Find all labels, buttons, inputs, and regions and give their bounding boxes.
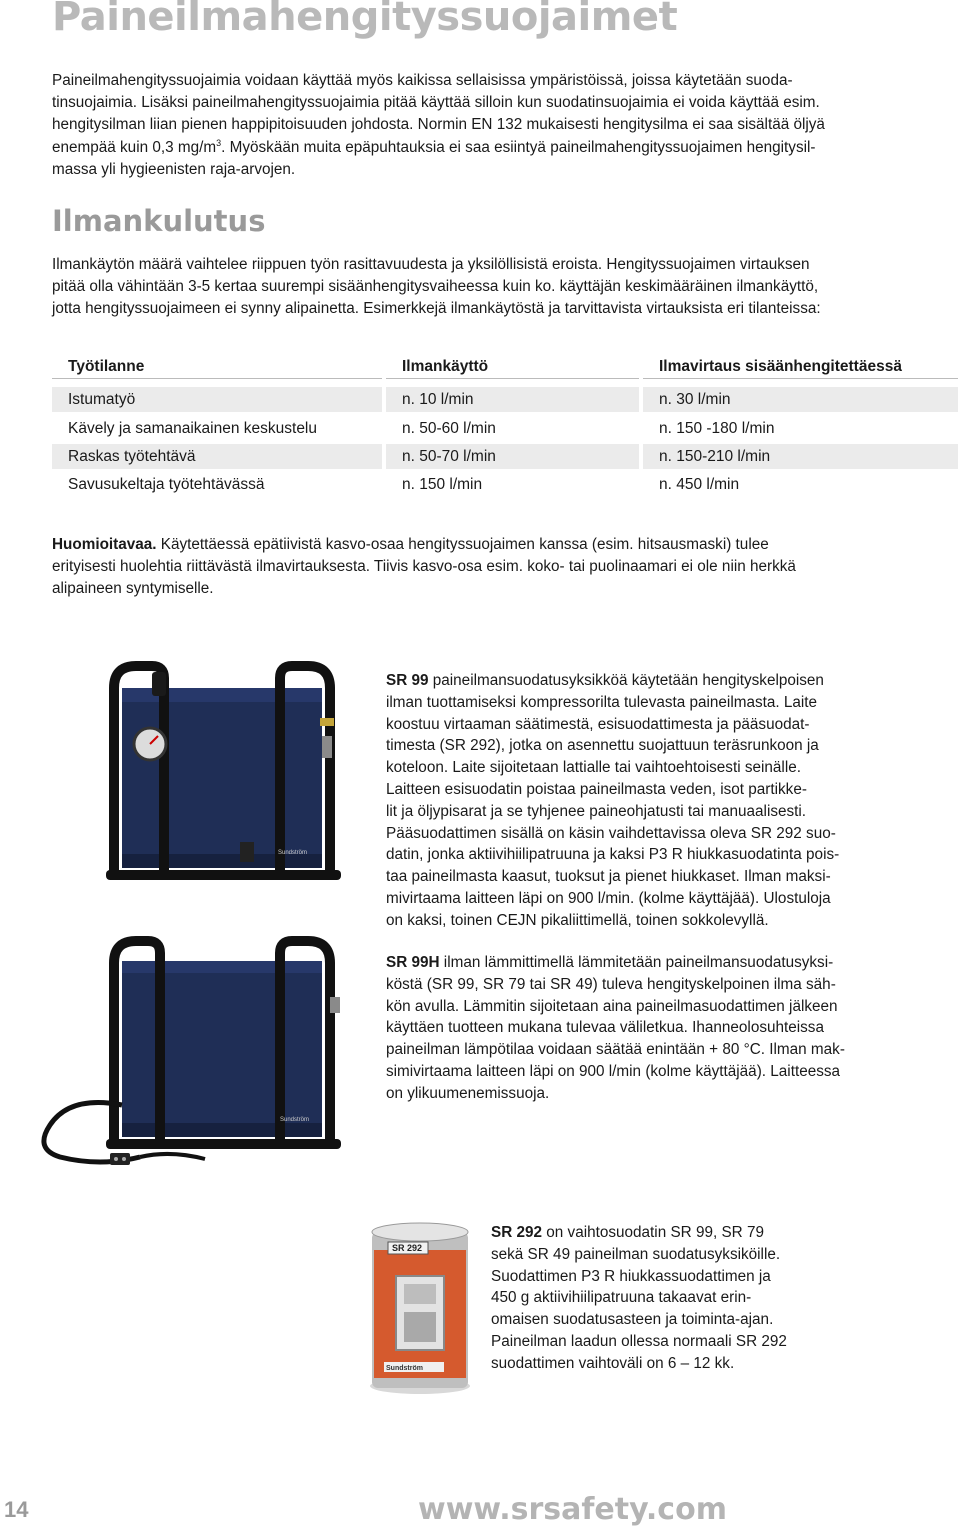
table-cell: n. 150 l/min — [402, 476, 483, 493]
canister-label: SR 292 — [392, 1243, 423, 1253]
table-row — [52, 472, 958, 497]
table-row — [52, 416, 958, 441]
sr292-text: on vaihtosuodatin SR 99, SR 79 — [542, 1224, 764, 1241]
sr292-line: sekä SR 49 paineilman suodatusyksiköille. — [491, 1245, 781, 1263]
table-header-row — [52, 354, 958, 379]
sr99-description — [386, 670, 839, 932]
table-cell: Raskas työtehtävä — [52, 444, 382, 469]
footer-url[interactable]: www.srsafety.com — [418, 1492, 727, 1527]
sr99h-line: simivirtaama laitteen läpi on 900 l/min (kolme käyttäjää). Laitteessa — [386, 1062, 841, 1080]
sr99h-text: ilman lämmittimellä lämmitetään paineilmansuodatusyksi- — [439, 954, 834, 971]
table-cell: n. 150-210 l/min — [643, 444, 958, 469]
sr99-line: ilman tuottamiseksi kompressorilta tulevasta paineilmasta. Laite — [386, 693, 818, 711]
sr292-line: suodattimen vaihtoväli on 6 – 12 kk. — [491, 1354, 735, 1372]
intro-paragraph — [52, 70, 958, 181]
sr292-canister-image — [366, 1220, 474, 1396]
intro-line: massa yli hygieenisten raja-arvojen. — [52, 160, 296, 178]
table-cell: Savusukeltaja työtehtävässä — [68, 476, 265, 493]
note-line — [52, 534, 958, 556]
sr99-line: Pääsuodattimen sisällä on käsin vaihdettavissa oleva SR 292 suo- — [386, 824, 836, 842]
sr292-line: Paineilman laadun ollessa normaali SR 292 — [491, 1332, 787, 1350]
note-line: alipaineen syntymiselle. — [52, 580, 214, 598]
sr99-line: taa paineilmasta kaasut, tuoksut ja pienet hiukkaset. Ilman maksi- — [386, 868, 831, 886]
device-brand-label: Sundström — [280, 1117, 310, 1123]
intro-line: Paineilmahengityssuojaimia voidaan käyttää myös kaikissa sellaisissa ympäristöissä, joissa käytetään suoda- — [52, 72, 793, 89]
sr99-line: mivirtaama laitteen läpi on 900 l/min. (kolme käyttäjää). Ulostuloja — [386, 889, 831, 907]
consumption-line: pitää olla vähintään 3-5 kertaa suurempi sisäänhengitysvaiheessa kuin ko. käyttäjän keskimääräinen ilmankäyttö, — [52, 278, 819, 296]
header-cell: Ilmavirtaus sisäänhengitettäessä — [643, 354, 958, 379]
sr99h-name: SR 99H — [386, 954, 440, 971]
sr292-line: 450 g aktiivihiilipatruuna takaavat erin- — [491, 1289, 752, 1307]
sr99h-line: paineilman lämpötilaa voidaan säätää enintään + 80 °C. Ilman mak- — [386, 1041, 845, 1059]
sr99-text: paineilmansuodatusyksikköä käytetään hengityskelpoisen — [428, 672, 824, 689]
page-title: Paineilmahengityssuojaimet — [52, 0, 678, 40]
intro-text: enempää kuin 0,3 mg/m — [52, 138, 217, 156]
sr99h-line: köstä (SR 99, SR 79 tai SR 49) tuleva hengityskelpoinen ilma säh- — [386, 975, 836, 993]
sr99h-description — [386, 952, 845, 1105]
sr99-line: lit ja öljypisarat ja se tyhjenee paineohjatusti tai manuaalisesti. — [386, 802, 807, 820]
canister-brand: Sundström — [386, 1365, 423, 1372]
table-cell: Istumatyö — [52, 387, 382, 412]
table-cell: n. 30 l/min — [643, 387, 958, 412]
section-heading-ilmankulutus: Ilmankulutus — [52, 204, 266, 238]
table-cell: Kävely ja samanaikainen keskustelu — [68, 420, 317, 437]
sr99-line: datin, jonka aktiivihiilipatruuna ja kaksi P3 R hiukkasuodatinta pois- — [386, 846, 840, 864]
consumption-line: jotta hengityssuojaimeen ei synny alipainetta. Esimerkkejä ilmankäytöstä ja tarvittavista virtauksista eri tilanteissa: — [52, 300, 821, 318]
sr99-line: koteloon. Laite sijoitetaan lattialle tai vaihtoehtoisesti seinälle. — [386, 759, 801, 777]
sr292-line: Suodattimen P3 R hiukkassuodattimen ja — [491, 1267, 771, 1285]
header-cell: Työtilanne — [52, 354, 382, 379]
sr99-line: Laitteen esisuodatin poistaa paineilmasta veden, isot partikke- — [386, 780, 807, 798]
superscript-3: 3 — [216, 137, 222, 148]
note-text: Käytettäessä epätiivistä kasvo-osaa hengityssuojaimen kanssa (esim. hitsausmaski) tulee — [156, 536, 769, 553]
sr99h-line — [386, 952, 845, 974]
note-label: Huomioitavaa. — [52, 536, 157, 553]
intro-line: tinsuojaimia. Lisäksi paineilmahengityssuojaimia pitää käyttää silloin kun suodatinsuojaimia ei voida käyttää esim. — [52, 94, 820, 112]
table-row — [52, 444, 958, 469]
page-number: 14 — [4, 1497, 29, 1522]
sr99h-line: kön avulla. Lämmitin sijoitetaan aina paineilmasuodattimen jälkeen — [386, 997, 838, 1015]
sr99h-device-image — [30, 935, 360, 1180]
sr292-name: SR 292 — [491, 1224, 543, 1241]
table-row — [52, 387, 958, 412]
intro-text: . Myöskään muita epäpuhtauksia ei saa esiintyä paineilmahengityssuojaimen hengitysil- — [221, 138, 816, 156]
table-cell: n. 450 l/min — [659, 476, 740, 493]
sr99-name: SR 99 — [386, 672, 429, 689]
consumption-paragraph — [52, 254, 958, 321]
table-cell: n. 50-70 l/min — [386, 444, 639, 469]
table-cell: n. 50-60 l/min — [402, 420, 496, 437]
note-line: erityisesti huolehtia riittävästä ilmavirtauksesta. Tiivis kasvo-osa esim. koko- tai puolinaamari ei ole niin herkkä — [52, 558, 796, 576]
sr99-line: timesta (SR 292), jotka on asennettu suojattuun teräsrunkoon ja — [386, 737, 819, 755]
device-brand-label: Sundström — [278, 850, 308, 856]
sr99h-line: on ylikuumenemissuoja. — [386, 1084, 550, 1102]
sr292-line — [491, 1222, 787, 1244]
table-cell: n. 150 -180 l/min — [659, 420, 775, 437]
sr292-description — [491, 1222, 787, 1375]
sr99h-line: käyttäen tuotteen mukana tulevaa väliletkua. Ihanneolosuhteissa — [386, 1019, 824, 1037]
intro-line: hengitysilman liian pienen happipitoisuuden johdosta. Normin EN 132 mukaisesti hengitysilma ei saa sisältää öljyä — [52, 116, 825, 134]
sr99-line — [386, 670, 839, 692]
note-paragraph — [52, 534, 958, 601]
sr292-line: omaisen suodatusasteen ja toiminta-ajan. — [491, 1311, 774, 1329]
intro-line — [52, 137, 958, 159]
table-cell: n. 10 l/min — [386, 387, 639, 412]
sr99-line: koostuu virtaaman säätimestä, esisuodattimesta ja pääsuodat- — [386, 715, 810, 733]
sr99-device-image — [92, 658, 357, 883]
header-cell: Ilmankäyttö — [386, 354, 639, 379]
sr99-line: on kaksi, toinen CEJN pikaliittimellä, toinen sokkolevyllä. — [386, 911, 769, 929]
consumption-line: Ilmankäytön määrä vaihtelee riippuen työn rasittavuudesta ja yksilöllisistä eroista. Hengityssuojaimen virtauksen — [52, 256, 810, 273]
